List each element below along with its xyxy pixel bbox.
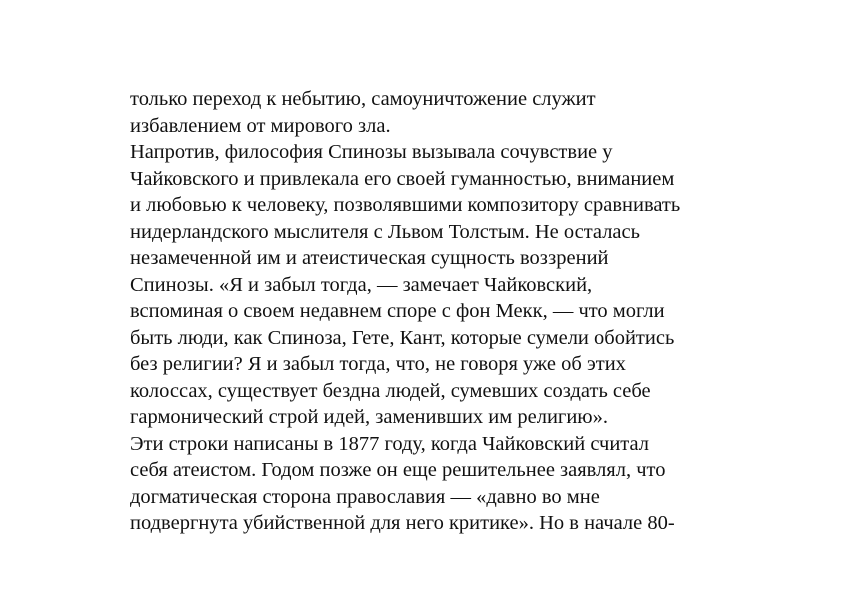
text-line: себя атеистом. Годом позже он еще решительнее заявлял, что: [130, 459, 666, 481]
body-text: [130, 86, 730, 537]
text-line: без религии? Я и забыл тогда, что, не говоря уже об этих: [130, 353, 626, 375]
text-line: Спинозы. «Я и забыл тогда, — замечает Чайковский,: [130, 273, 593, 296]
text-line: нидерландского мыслителя с Львом Толстым. Не осталась: [130, 220, 640, 243]
text-line: и любовью к человеку, позволявшими композитору сравнивать: [130, 194, 681, 216]
text-line: колоссах, существует бездна людей, сумевших создать себе: [130, 379, 651, 402]
text-line: Напротив, философия Спинозы вызывала сочувствие у: [130, 141, 613, 163]
text-line: Эти строки написаны в 1877 году, когда Чайковский считал: [130, 432, 650, 455]
text-line: только переход к небытию, самоуничтожение служит: [130, 88, 596, 110]
text-line: догматическая сторона православия — «давно во мне: [130, 485, 600, 508]
text-line: быть люди, как Спиноза, Гете, Кант, которые сумели обойтись: [130, 326, 675, 349]
text-line: незамеченной им и атеистическая сущность воззрений: [130, 247, 609, 269]
text-line: Чайковского и привлекала его своей гуманностью, вниманием: [130, 167, 675, 190]
text-line: гармонический строй идей, заменивших им религию».: [130, 406, 608, 428]
text-line: вспоминая о своем недавнем споре с фон Мекк, — что могли: [130, 300, 665, 322]
text-line: подвергнута убийственной для него критике». Но в начале 80-: [130, 512, 675, 534]
text-line: избавлением от мирового зла.: [130, 114, 391, 137]
